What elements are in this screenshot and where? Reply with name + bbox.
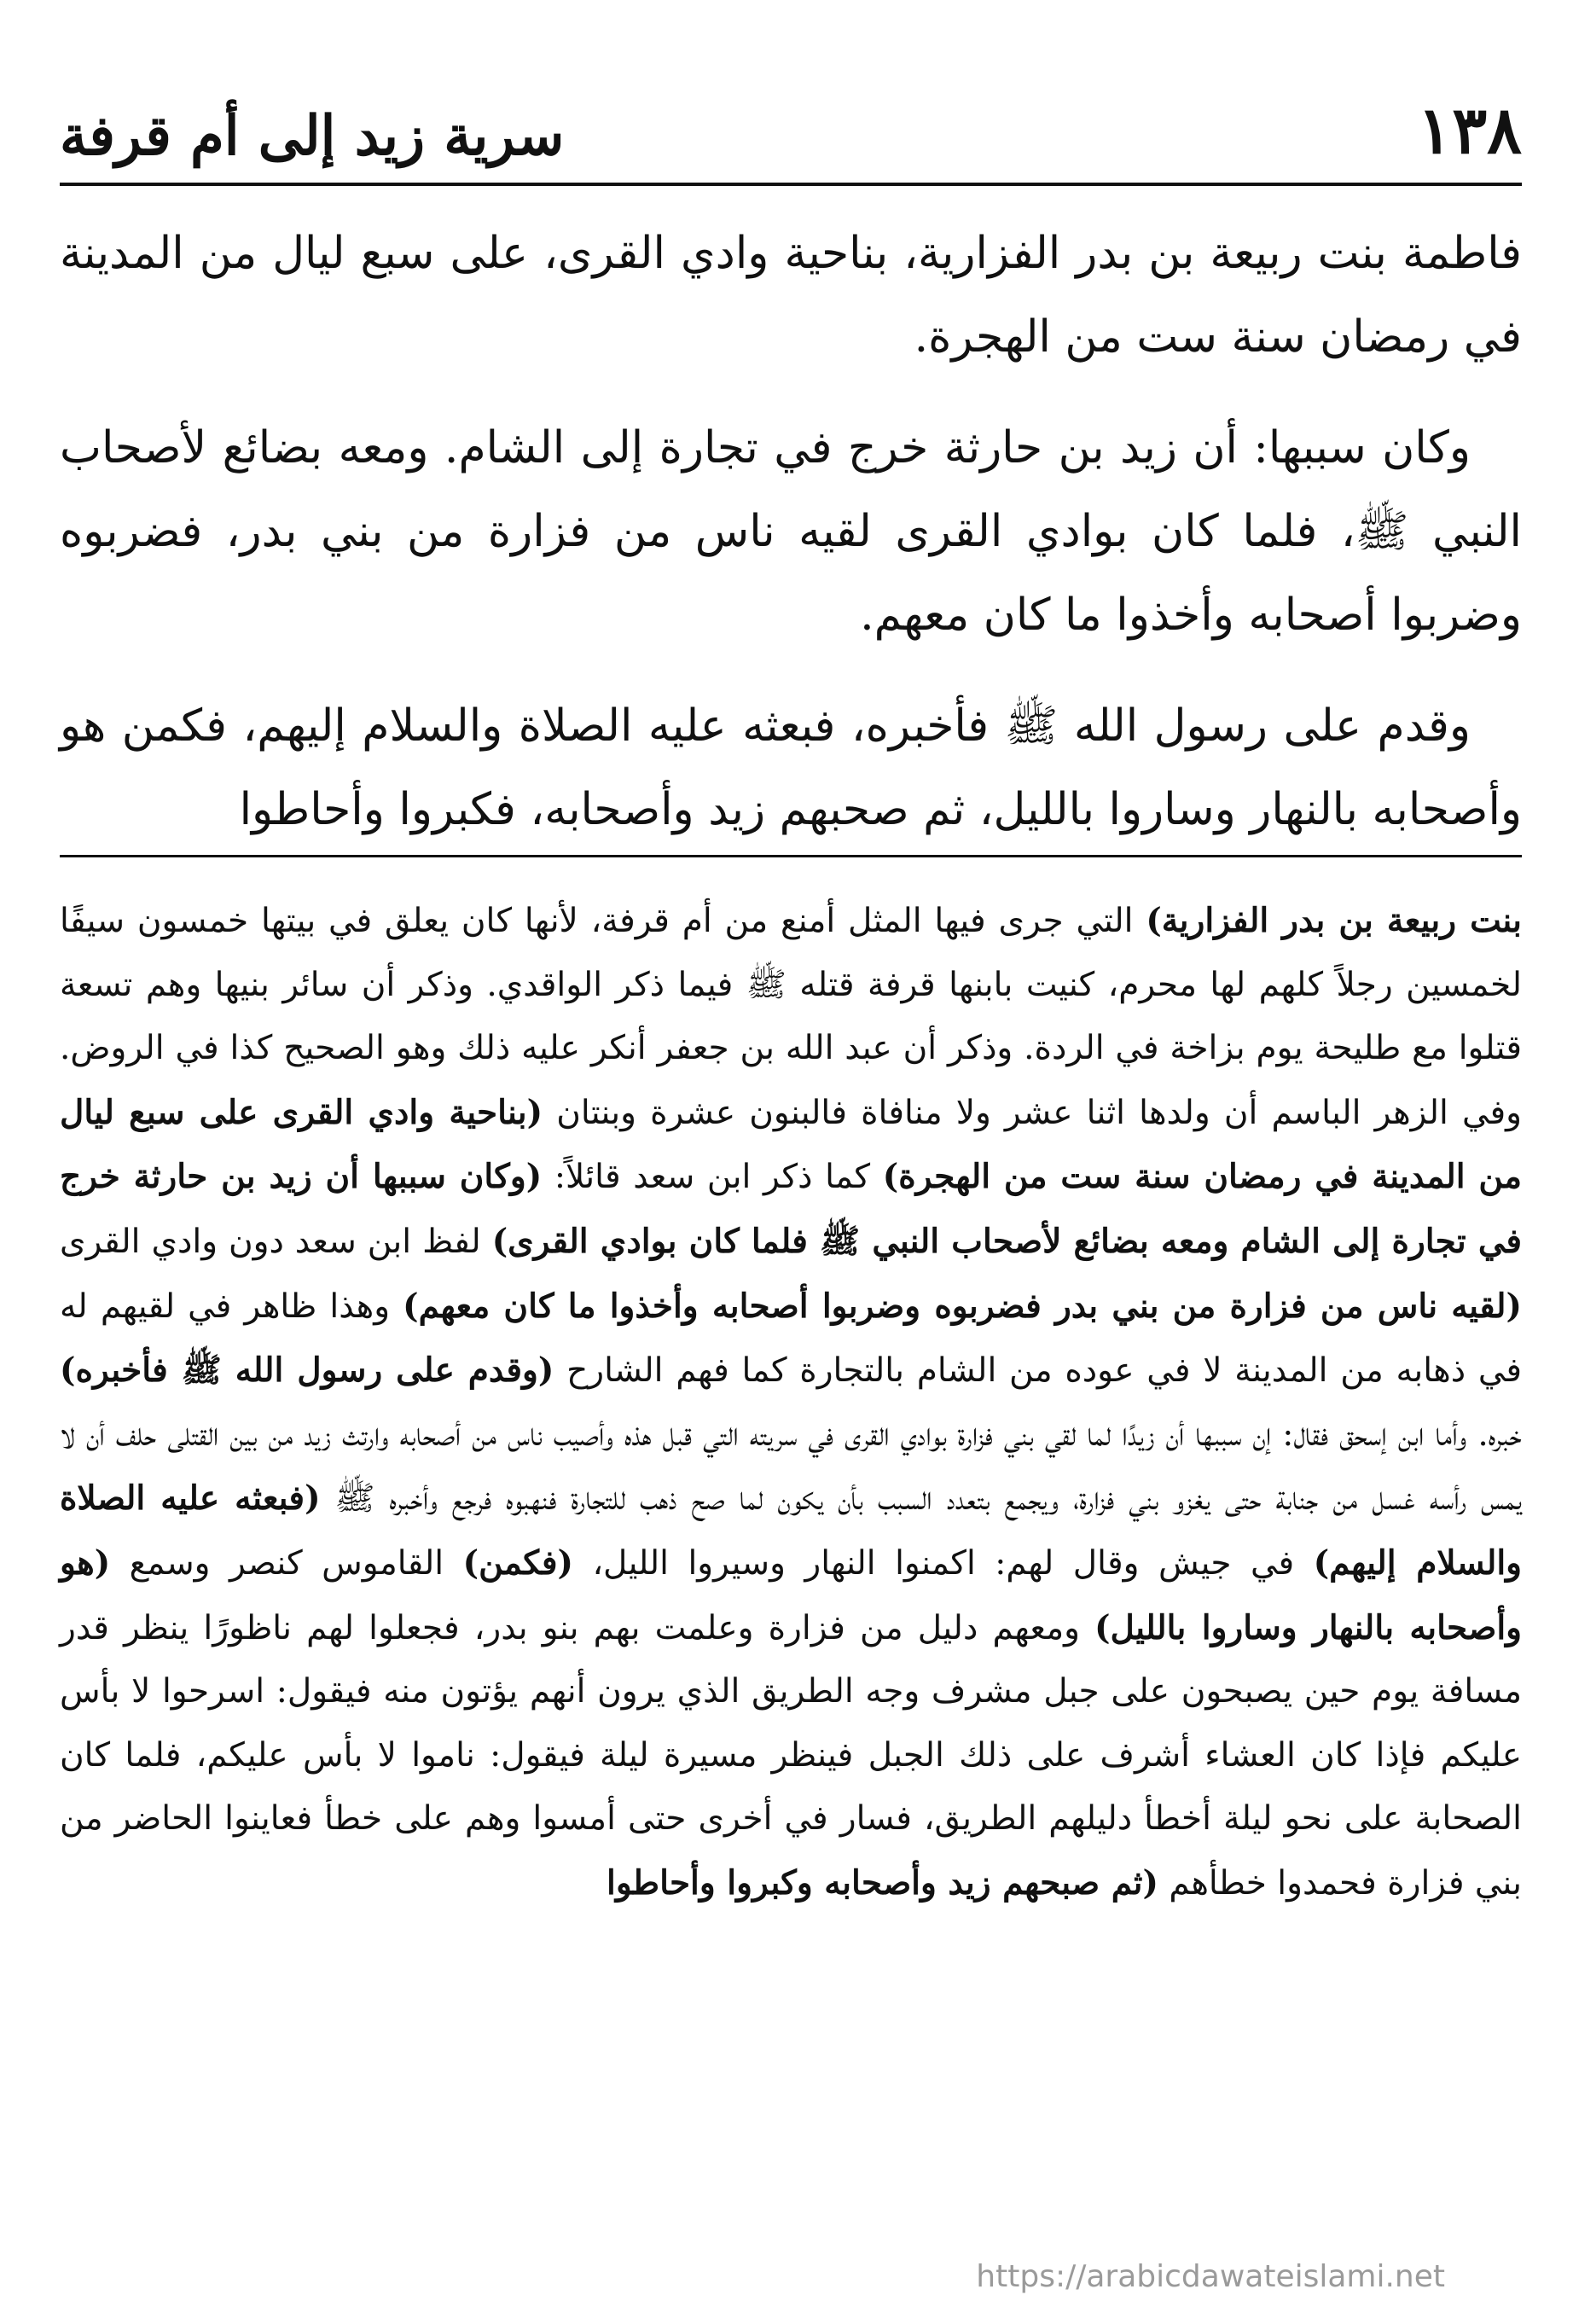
- page-number: ١٣٨: [1417, 92, 1522, 168]
- footnote-quote: بنت ربيعة بن بدر الفزارية): [1146, 901, 1522, 940]
- running-title: سرية زيد إلى أم قرفة: [60, 104, 565, 168]
- main-paragraph: وكان سببها: أن زيد بن حارثة خرج في تجارة إلى الشام. ومعه بضائع لأصحاب النبي ﷺ، فلما كان بوادي القرى لقيه ناس من فزارة من بني بدر، فضربوه وضربوا أصحابه وأخذوا ما كان معهم.: [60, 422, 1522, 641]
- main-text: [60, 212, 1522, 879]
- footnote-text: القاموس كنصر وسمع: [110, 1543, 463, 1583]
- main-paragraph: فاطمة بنت ربيعة بن بدر الفزارية، بناحية وادي القرى، على سبع ليال من المدينة في رمضان سنة ست من الهجرة.: [60, 228, 1522, 363]
- footnote-quote: (وكان سببها أن زيد بن حارثة خرج في تجارة إلى الشام ومعه بضائع لأصحاب النبي ﷺ فلما كان بوادي القرى): [60, 1157, 1522, 1261]
- footnote-commentary: [60, 889, 1522, 1916]
- footnote-text: ومعهم دليل من فزارة وعلمت بهم بنو بدر، فجعلوا لهم ناظورًا ينظر قدر مسافة يوم حين يصبحون على جبل مشرف وجه الطريق الذي يرون أنهم يؤتون منه فيقول: اسرحوا لا بأس عليكم فإذا كان العشاء أشرف على ذلك الجبل فينظر مسيرة ليلة فيقول: ناموا لا بأس عليكم، فلما كان الصحابة على نحو ليلة أخطأ دليلهم الطريق، فسار في أخرى حتى أمسوا وهم على خطأ فعاينوا الحاضر من بني فزارة فحمدوا خطأهم: [60, 1608, 1522, 1903]
- footnote-quote: (فكمن): [462, 1543, 573, 1583]
- footnote-quote: (بناحية وادي القرى على سبع ليال من المدينة في رمضان سنة ست من الهجرة): [60, 1092, 1523, 1197]
- footnote-quote: (لقيه ناس من فزارة من بني بدر فضربوه وضربوا أصحابه وأخذوا ما كان معهم): [403, 1286, 1523, 1326]
- footnote-divider: [60, 855, 1522, 857]
- footnote-text: وهذا ظاهر في لقيهم له في ذهابه من المدينة لا في عوده من الشام بالتجارة كما فهم الشارح: [60, 1287, 1523, 1391]
- footnote-text: في جيش وقال لهم: اكمنوا النهار وسيروا الليل،: [572, 1543, 1314, 1583]
- footnote-quote: (فبعثه عليه الصلاة والسلام إليهم): [60, 1479, 1522, 1583]
- footnote-text: التي جرى فيها المثل أمنع من أم قرفة، لأنها كان يعلق في بيتها خمسون سيفًا لخمسين رجلاً كلهم لها محرم، كنيت بابنها قرفة قتله ﷺ فيما ذكر الواقدي. وذكر أن سائر بنيها وهم تسعة قتلوا مع طليحة يوم بزاخة في الردة. وذكر أن عبد الله بن جعفر أنكر عليه ذلك وهو الصحيح كذا في الروض. وفي الزهر الباسم أن ولدها اثنا عشر ولا منافاة فالبنون عشرة وبنتان: [60, 902, 1522, 1132]
- watermark-url: https://arabicdawateislami.net: [976, 2259, 1445, 2294]
- footnote-quote: (هو وأصحابه بالنهار وساروا بالليل): [60, 1543, 1522, 1647]
- footnote-quote: (ثم صبحهم زيد وأصحابه وكبروا وأحاطوا: [607, 1862, 1158, 1903]
- page-header: [60, 73, 1522, 183]
- main-paragraph: وقدم على رسول الله ﷺ فأخبره، فبعثه عليه الصلاة والسلام إليهم، فكمن هو وأصحابه بالنهار وساروا بالليل، ثم صحبهم زيد وأصحابه، فكبروا وأحاطوا: [60, 700, 1522, 835]
- header-rule: [60, 183, 1522, 186]
- footnote-quote: (وقدم على رسول الله ﷺ فأخبره): [60, 1351, 554, 1391]
- footnote-text: لفظ ابن سعد دون وادي القرى: [60, 1222, 492, 1261]
- footnote-text: خبره. وأما ابن إسحق فقال: إن سببها أن زيدًا لما لقي بني فزارة بوادي القرى في سريته التي قبل هذه وأصيب ناس من أصحابه وارتث زيد من بين القتلى حلف أن لا يمس رأسه غسل من جنابة حتى يغزو بني فزارة، ويجمع بتعدد السبب بأن يكون لما صح ذهب للتجارة فنهبوه فرجع وأخبره ﷺ: [60, 1415, 1522, 1519]
- footnote-text: كما ذكر ابن سعد قائلاً:: [542, 1158, 883, 1197]
